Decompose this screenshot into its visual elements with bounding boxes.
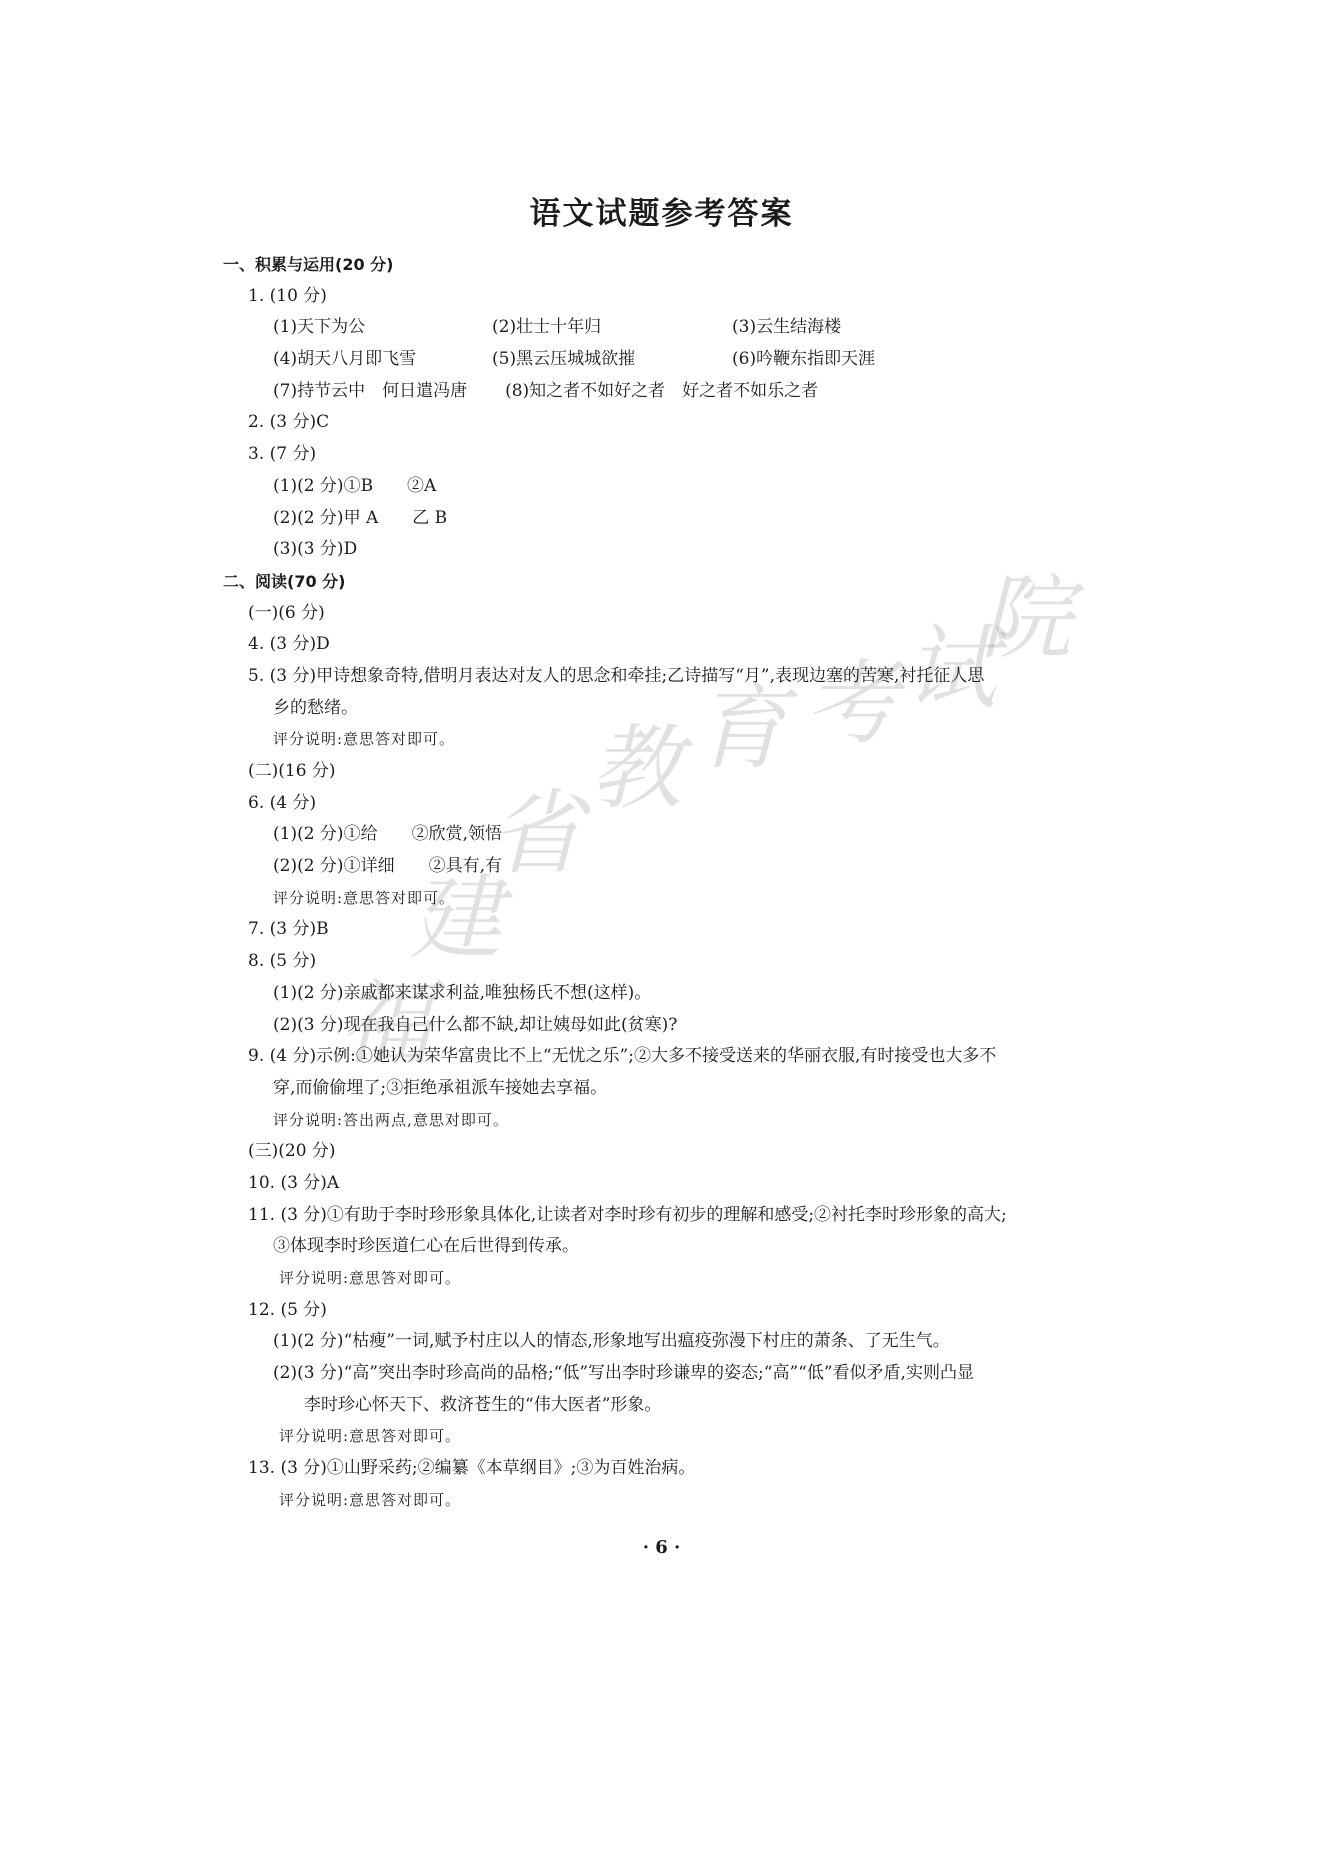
page-title: 语文试题参考答案 <box>529 196 794 232</box>
answer-line: (1)(2 分)①给 ②欣赏,领悟 <box>273 824 502 845</box>
watermark-char: 试 <box>905 615 998 722</box>
watermark-char: 教 <box>590 715 683 822</box>
answer-line: (2)(2 分)①详细 ②具有,有 <box>273 856 502 877</box>
answer-item: (8)知之者不如好之者 好之者不如乐之者 <box>505 380 819 401</box>
watermark-char: 院 <box>980 565 1073 672</box>
part-header: (二)(16 分) <box>248 761 336 781</box>
answer-line: 11. (3 分)①有助于李时珍形象具体化,让读者对李时珍有初步的理解和感受;②衬托李时珍形象的高大; <box>248 1204 1007 1225</box>
answer-item: (3)云生结海楼 <box>732 317 842 338</box>
question-header: 12. (5 分) <box>248 1299 327 1320</box>
answer-item: (4)胡天八月即飞雪 <box>273 349 417 370</box>
section-heading: 二、阅读(70 分) <box>223 571 346 591</box>
answer-content <box>223 249 1123 1517</box>
answer-line: 9. (4 分)示例:①她认为荣华富贵比不上“无忧之乐”;②大多不接受送来的华丽衣服,有时接受也大多不 <box>248 1046 997 1067</box>
answer-item: (2)壮士十年归 <box>492 317 602 338</box>
watermark-char: 育 <box>695 675 788 782</box>
scoring-note: 评分说明:意思答对即可。 <box>279 1427 462 1446</box>
answer-item: (1)天下为公 <box>273 317 366 338</box>
part-header: (三)(20 分) <box>248 1141 336 1162</box>
section-heading: 一、积累与运用(20 分) <box>223 255 394 274</box>
answer-line: (3)(3 分)D <box>273 539 358 560</box>
answer-item: (5)黑云压城城欲摧 <box>492 349 636 370</box>
answer-line: 4. (3 分)D <box>248 634 330 655</box>
part-header: (一)(6 分) <box>248 602 325 623</box>
watermark-char: 省 <box>490 780 583 887</box>
answer-line: (1)(2 分)“枯瘦”一词,赋予村庄以人的情态,形象地写出瘟疫弥漫下村庄的萧条、了无生气。 <box>273 1331 950 1352</box>
answer-line: 5. (3 分)甲诗想象奇特,借明月表达对友人的思念和牵挂;乙诗描写“月”,表现边塞的苦寒,衬托征人思 <box>248 665 985 686</box>
answer-line: 乡的愁绪。 <box>273 697 358 718</box>
answer-line: ③体现李时珍医道仁心在后世得到传承。 <box>273 1236 579 1257</box>
question-header: 6. (4 分) <box>248 792 317 813</box>
watermark-char: 福 <box>340 970 433 1077</box>
scoring-note: 评分说明:意思答对即可。 <box>273 888 456 907</box>
answer-row <box>223 376 1123 408</box>
watermark-char: 考 <box>805 650 898 757</box>
answer-line: (2)(2 分)甲 A 乙 B <box>273 507 448 528</box>
answer-line: 李时珍心怀天下、救济苍生的“伟大医者”形象。 <box>304 1394 662 1415</box>
answer-line: (1)(2 分)①B ②A <box>273 475 437 496</box>
answer-line: 7. (3 分)B <box>248 919 329 940</box>
question-header: 1. (10 分) <box>248 285 327 306</box>
answer-line: 2. (3 分)C <box>248 412 330 433</box>
scoring-note: 评分说明:意思答对即可。 <box>279 1269 462 1287</box>
answer-row <box>223 312 1123 344</box>
scoring-note: 评分说明:答出两点,意思对即可。 <box>273 1110 509 1129</box>
question-header: 8. (5 分) <box>248 951 317 972</box>
watermark-char: 建 <box>410 865 503 972</box>
scoring-note: 评分说明:意思答对即可。 <box>273 730 456 749</box>
answer-line: (2)(3 分)现在我自己什么都不缺,却让姨母如此(贫寒)? <box>273 1014 678 1035</box>
question-header: 3. (7 分) <box>248 444 317 465</box>
answer-line: (1)(2 分)亲戚都来谋求利益,唯独杨氏不想(这样)。 <box>273 982 652 1003</box>
answer-line: 10. (3 分)A <box>248 1172 340 1193</box>
answer-line: 13. (3 分)①山野采药;②编纂《本草纲目》;③为百姓治病。 <box>248 1458 696 1479</box>
scoring-note: 评分说明:意思答对即可。 <box>279 1490 462 1509</box>
answer-item: (7)持节云中 何日遣冯唐 <box>273 380 468 401</box>
answer-item: (6)吟鞭东指即天涯 <box>732 349 876 370</box>
page-number: · 6 · <box>642 1537 681 1558</box>
answer-row <box>223 344 1123 376</box>
answer-line: 穿,而偷偷埋了;③拒绝承祖派车接她去享福。 <box>273 1077 608 1098</box>
answer-line: (2)(3 分)“高”突出李时珍高尚的品格;“低”写出李时珍谦卑的姿态;“高”“低”看似矛盾,实则凸显 <box>273 1363 974 1384</box>
